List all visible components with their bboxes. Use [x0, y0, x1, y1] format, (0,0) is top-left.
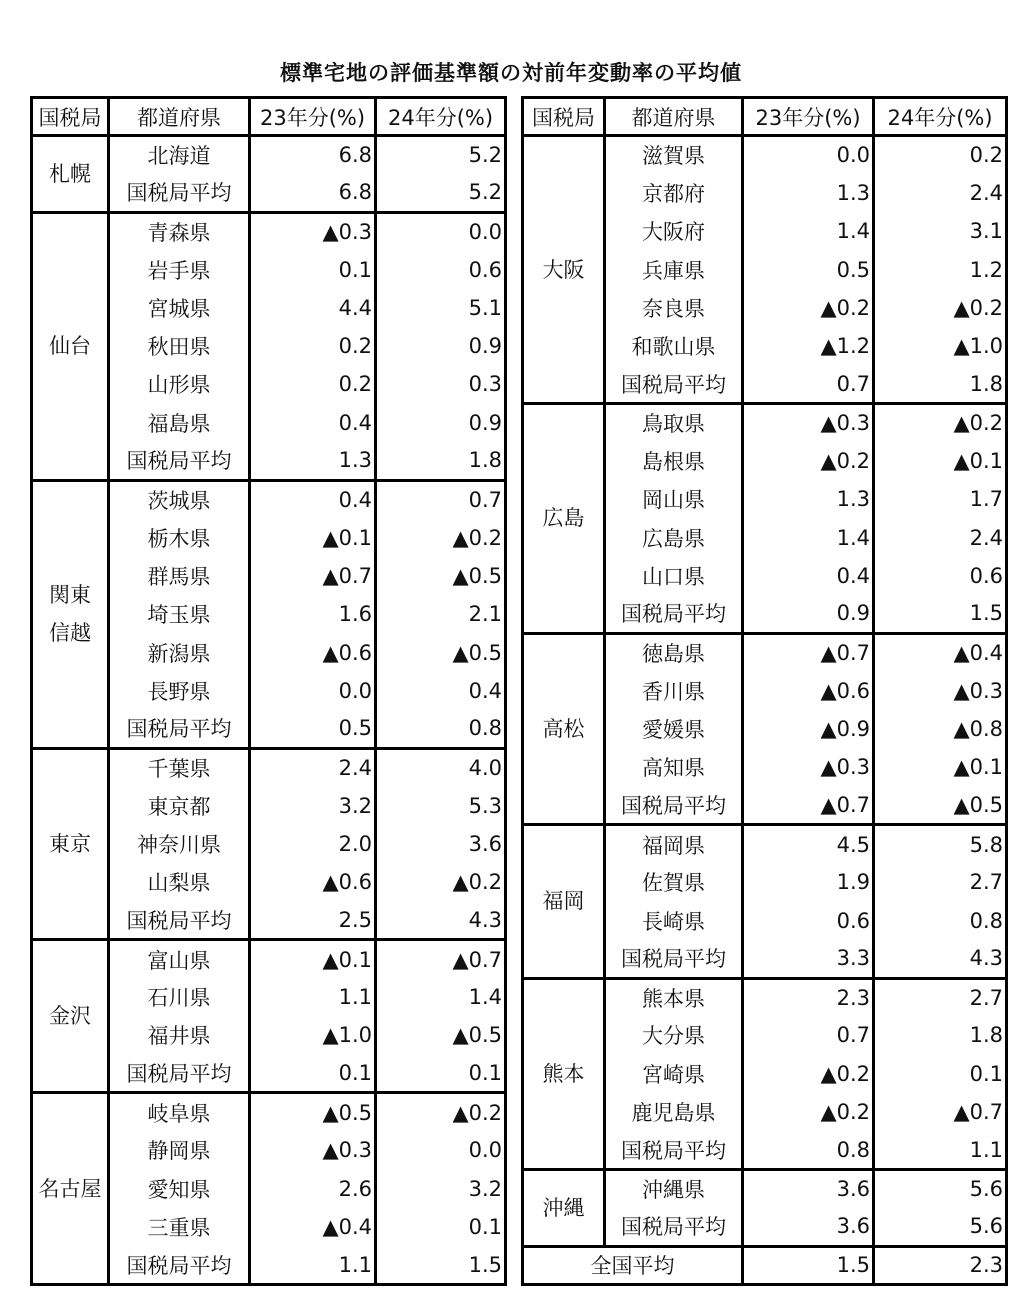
value-2024-cell: 0.1: [376, 1208, 506, 1246]
value-2023-cell: 1.3: [250, 442, 376, 480]
value-2023-cell: ▲0.2: [743, 1093, 874, 1131]
column-header: 24年分(%): [874, 98, 1007, 136]
prefecture-cell: 神奈川県: [109, 825, 250, 863]
value-2024-cell: 0.0: [376, 212, 506, 250]
bureau-name: 名古屋: [38, 1176, 102, 1201]
prefecture-cell: 岩手県: [109, 250, 250, 288]
bureau-name: 札幌: [49, 161, 91, 186]
value-2024-cell: 5.6: [874, 1170, 1007, 1208]
value-2024-cell: ▲0.5: [376, 1016, 506, 1054]
value-2023-cell: ▲0.6: [250, 863, 376, 901]
prefecture-cell: 静岡県: [109, 1131, 250, 1169]
value-2024-cell: 3.2: [376, 1170, 506, 1208]
table-row: [32, 940, 506, 978]
prefecture-cell: 国税局平均: [109, 1246, 250, 1284]
prefecture-cell: 東京都: [109, 787, 250, 825]
value-2024-cell: 1.8: [874, 1016, 1007, 1054]
left-table: [30, 96, 507, 1286]
value-2023-cell: 1.6: [250, 595, 376, 633]
value-2024-cell: 1.4: [376, 978, 506, 1016]
prefecture-cell: 大分県: [605, 1016, 743, 1054]
bureau-name: 福岡: [542, 889, 585, 914]
value-2023-cell: ▲0.7: [743, 633, 874, 671]
value-2024-cell: 1.1: [874, 1131, 1007, 1169]
value-2024-cell: 0.9: [376, 327, 506, 365]
right-table: [521, 96, 1008, 1286]
column-header: 都道府県: [109, 98, 250, 136]
value-2024-cell: ▲0.2: [874, 404, 1007, 442]
value-2023-cell: ▲0.2: [743, 1055, 874, 1093]
value-2023-cell: 0.2: [250, 327, 376, 365]
value-2024-cell: 4.3: [376, 901, 506, 939]
prefecture-cell: 三重県: [109, 1208, 250, 1246]
prefecture-cell: 京都府: [605, 174, 743, 212]
value-2024-cell: 1.5: [376, 1246, 506, 1284]
table-row: [523, 1170, 1007, 1208]
value-2023-cell: 0.8: [743, 1131, 874, 1169]
table-row: [32, 212, 506, 250]
value-2024-cell: ▲0.5: [874, 787, 1007, 825]
bureau-name: 高松: [542, 717, 585, 742]
prefecture-cell: 長野県: [109, 672, 250, 710]
header-row: [523, 98, 1007, 136]
prefecture-cell: 秋田県: [109, 327, 250, 365]
prefecture-cell: 国税局平均: [605, 787, 743, 825]
prefecture-cell: 国税局平均: [605, 940, 743, 978]
value-2024-cell: ▲0.3: [874, 672, 1007, 710]
prefecture-cell: 愛知県: [109, 1170, 250, 1208]
prefecture-cell: 国税局平均: [109, 442, 250, 480]
value-2024-cell: 0.9: [376, 404, 506, 442]
prefecture-cell: 国税局平均: [109, 174, 250, 212]
value-2024-cell: 0.6: [376, 250, 506, 288]
prefecture-cell: 福島県: [109, 404, 250, 442]
value-2024-cell: ▲1.0: [874, 327, 1007, 365]
value-2024-cell: 3.6: [376, 825, 506, 863]
table-row: [32, 480, 506, 518]
prefecture-cell: 山梨県: [109, 863, 250, 901]
prefecture-cell: 福井県: [109, 1016, 250, 1054]
prefecture-cell: 福岡県: [605, 825, 743, 863]
value-2023-cell: ▲0.7: [250, 557, 376, 595]
value-2023-cell: 0.1: [250, 1055, 376, 1093]
table-row: [523, 825, 1007, 863]
value-2023-cell: 1.1: [250, 1246, 376, 1284]
bureau-name: 沖縄: [542, 1195, 585, 1220]
value-2023-cell: 3.6: [743, 1170, 874, 1208]
value-2024-cell: 0.8: [874, 901, 1007, 939]
bureau-cell: [32, 940, 109, 1093]
prefecture-cell: 国税局平均: [605, 595, 743, 633]
value-2024-cell: 1.5: [874, 595, 1007, 633]
prefecture-cell: 岡山県: [605, 480, 743, 518]
value-2024-cell: 1.2: [874, 250, 1007, 288]
prefecture-cell: 熊本県: [605, 978, 743, 1016]
table-row: [32, 1093, 506, 1131]
bureau-cell: [523, 1170, 605, 1247]
bureau-cell: [523, 978, 605, 1169]
bureau-name: 金沢: [49, 1004, 91, 1029]
value-2024-cell: ▲0.1: [874, 442, 1007, 480]
value-2023-cell: 0.5: [250, 710, 376, 748]
value-2024-cell: 2.4: [874, 174, 1007, 212]
national-2024-value: 2.3: [874, 1246, 1007, 1284]
bureau-cell: [32, 212, 109, 480]
value-2023-cell: 2.4: [250, 748, 376, 786]
bureau-cell: [32, 136, 109, 213]
column-header: 23年分(%): [743, 98, 874, 136]
value-2023-cell: 1.3: [743, 480, 874, 518]
bureau-name: 仙台: [49, 334, 91, 359]
column-header: 23年分(%): [250, 98, 376, 136]
value-2024-cell: 1.8: [376, 442, 506, 480]
value-2024-cell: 0.0: [376, 1131, 506, 1169]
value-2024-cell: 2.7: [874, 863, 1007, 901]
prefecture-cell: 高知県: [605, 748, 743, 786]
value-2024-cell: 0.1: [376, 1055, 506, 1093]
prefecture-cell: 国税局平均: [605, 1208, 743, 1246]
value-2023-cell: ▲0.6: [743, 672, 874, 710]
value-2024-cell: 0.6: [874, 557, 1007, 595]
bureau-name: 大阪: [542, 257, 585, 282]
value-2023-cell: 6.8: [250, 136, 376, 174]
table-row: [523, 633, 1007, 671]
value-2023-cell: ▲0.5: [250, 1093, 376, 1131]
table-row: [32, 748, 506, 786]
prefecture-cell: 新潟県: [109, 633, 250, 671]
prefecture-cell: 宮城県: [109, 289, 250, 327]
prefecture-cell: 長崎県: [605, 901, 743, 939]
prefecture-cell: 沖縄県: [605, 1170, 743, 1208]
value-2023-cell: 1.9: [743, 863, 874, 901]
prefecture-cell: 岐阜県: [109, 1093, 250, 1131]
value-2023-cell: 0.4: [250, 480, 376, 518]
value-2023-cell: ▲0.9: [743, 710, 874, 748]
value-2024-cell: ▲0.2: [376, 863, 506, 901]
value-2024-cell: ▲0.8: [874, 710, 1007, 748]
prefecture-cell: 鳥取県: [605, 404, 743, 442]
prefecture-cell: 茨城県: [109, 480, 250, 518]
value-2023-cell: 3.6: [743, 1208, 874, 1246]
column-header: 国税局: [523, 98, 605, 136]
table-row: [523, 978, 1007, 1016]
value-2023-cell: ▲0.2: [743, 442, 874, 480]
value-2023-cell: 0.5: [743, 250, 874, 288]
prefecture-cell: 佐賀県: [605, 863, 743, 901]
prefecture-cell: 徳島県: [605, 633, 743, 671]
value-2023-cell: ▲0.3: [250, 212, 376, 250]
value-2024-cell: ▲0.2: [376, 1093, 506, 1131]
value-2024-cell: 4.0: [376, 748, 506, 786]
value-2023-cell: 2.0: [250, 825, 376, 863]
value-2024-cell: 1.7: [874, 480, 1007, 518]
value-2024-cell: 5.6: [874, 1208, 1007, 1246]
value-2023-cell: 0.7: [743, 1016, 874, 1054]
value-2023-cell: ▲1.0: [250, 1016, 376, 1054]
column-header: 都道府県: [605, 98, 743, 136]
value-2024-cell: 2.4: [874, 518, 1007, 556]
bureau-cell: [32, 480, 109, 748]
value-2024-cell: 0.1: [874, 1055, 1007, 1093]
value-2024-cell: 3.1: [874, 212, 1007, 250]
header-row: [32, 98, 506, 136]
value-2023-cell: 0.9: [743, 595, 874, 633]
prefecture-cell: 宮崎県: [605, 1055, 743, 1093]
prefecture-cell: 千葉県: [109, 748, 250, 786]
prefecture-cell: 富山県: [109, 940, 250, 978]
table-row: [32, 136, 506, 174]
value-2023-cell: ▲0.4: [250, 1208, 376, 1246]
value-2024-cell: 0.2: [874, 136, 1007, 174]
table-row: [523, 136, 1007, 174]
prefecture-cell: 国税局平均: [605, 365, 743, 403]
value-2024-cell: 4.3: [874, 940, 1007, 978]
prefecture-cell: 滋賀県: [605, 136, 743, 174]
value-2023-cell: 0.2: [250, 365, 376, 403]
value-2023-cell: ▲0.6: [250, 633, 376, 671]
value-2023-cell: 1.4: [743, 518, 874, 556]
value-2023-cell: 0.4: [743, 557, 874, 595]
value-2024-cell: 5.2: [376, 174, 506, 212]
value-2024-cell: 0.4: [376, 672, 506, 710]
value-2024-cell: ▲0.1: [874, 748, 1007, 786]
prefecture-cell: 埼玉県: [109, 595, 250, 633]
bureau-cell: [523, 825, 605, 978]
bureau-name: 関東 信越: [49, 583, 91, 646]
prefecture-cell: 群馬県: [109, 557, 250, 595]
value-2023-cell: 0.4: [250, 404, 376, 442]
value-2023-cell: ▲0.3: [743, 748, 874, 786]
value-2023-cell: ▲1.2: [743, 327, 874, 365]
value-2023-cell: 1.3: [743, 174, 874, 212]
prefecture-cell: 奈良県: [605, 289, 743, 327]
value-2024-cell: ▲0.4: [874, 633, 1007, 671]
national-average-label: 全国平均: [523, 1246, 743, 1284]
prefecture-cell: 山口県: [605, 557, 743, 595]
national-2023-value: 1.5: [743, 1246, 874, 1284]
bureau-cell: [523, 633, 605, 824]
prefecture-cell: 広島県: [605, 518, 743, 556]
prefecture-cell: 栃木県: [109, 518, 250, 556]
value-2023-cell: 0.7: [743, 365, 874, 403]
value-2023-cell: ▲0.1: [250, 940, 376, 978]
value-2023-cell: 0.0: [250, 672, 376, 710]
national-average-row: [523, 1246, 1007, 1284]
value-2024-cell: 5.3: [376, 787, 506, 825]
prefecture-cell: 山形県: [109, 365, 250, 403]
value-2023-cell: 0.0: [743, 136, 874, 174]
value-2024-cell: 5.8: [874, 825, 1007, 863]
prefecture-cell: 大阪府: [605, 212, 743, 250]
prefecture-cell: 国税局平均: [109, 1055, 250, 1093]
value-2023-cell: 2.6: [250, 1170, 376, 1208]
value-2024-cell: 5.1: [376, 289, 506, 327]
value-2024-cell: ▲0.7: [376, 940, 506, 978]
value-2023-cell: 1.1: [250, 978, 376, 1016]
value-2023-cell: 3.2: [250, 787, 376, 825]
bureau-cell: [32, 748, 109, 939]
prefecture-cell: 国税局平均: [109, 710, 250, 748]
value-2024-cell: ▲0.2: [874, 289, 1007, 327]
value-2023-cell: 4.4: [250, 289, 376, 327]
value-2024-cell: 5.2: [376, 136, 506, 174]
prefecture-cell: 青森県: [109, 212, 250, 250]
prefecture-cell: 兵庫県: [605, 250, 743, 288]
value-2023-cell: ▲0.1: [250, 518, 376, 556]
value-2024-cell: 2.1: [376, 595, 506, 633]
value-2024-cell: 0.7: [376, 480, 506, 518]
value-2024-cell: ▲0.7: [874, 1093, 1007, 1131]
column-header: 国税局: [32, 98, 109, 136]
value-2024-cell: 0.8: [376, 710, 506, 748]
bureau-cell: [523, 136, 605, 404]
prefecture-cell: 島根県: [605, 442, 743, 480]
value-2024-cell: ▲0.5: [376, 633, 506, 671]
bureau-name: 熊本: [542, 1061, 585, 1086]
page-title: 標準宅地の評価基準額の対前年変動率の平均値: [280, 61, 742, 85]
prefecture-cell: 愛媛県: [605, 710, 743, 748]
value-2023-cell: 2.5: [250, 901, 376, 939]
value-2023-cell: 4.5: [743, 825, 874, 863]
value-2023-cell: 6.8: [250, 174, 376, 212]
value-2023-cell: 1.4: [743, 212, 874, 250]
value-2023-cell: 0.1: [250, 250, 376, 288]
column-header: 24年分(%): [376, 98, 506, 136]
bureau-name: 東京: [49, 831, 91, 856]
value-2023-cell: 0.6: [743, 901, 874, 939]
prefecture-cell: 石川県: [109, 978, 250, 1016]
bureau-cell: [32, 1093, 109, 1284]
prefecture-cell: 和歌山県: [605, 327, 743, 365]
value-2024-cell: 1.8: [874, 365, 1007, 403]
value-2023-cell: 3.3: [743, 940, 874, 978]
value-2023-cell: ▲0.2: [743, 289, 874, 327]
prefecture-cell: 香川県: [605, 672, 743, 710]
value-2024-cell: 0.3: [376, 365, 506, 403]
value-2023-cell: ▲0.3: [743, 404, 874, 442]
table-row: [523, 404, 1007, 442]
prefecture-cell: 北海道: [109, 136, 250, 174]
value-2023-cell: ▲0.3: [250, 1131, 376, 1169]
prefecture-cell: 鹿児島県: [605, 1093, 743, 1131]
value-2024-cell: ▲0.2: [376, 518, 506, 556]
value-2024-cell: ▲0.5: [376, 557, 506, 595]
value-2023-cell: 2.3: [743, 978, 874, 1016]
value-2023-cell: ▲0.7: [743, 787, 874, 825]
prefecture-cell: 国税局平均: [109, 901, 250, 939]
value-2024-cell: 2.7: [874, 978, 1007, 1016]
bureau-cell: [523, 404, 605, 634]
bureau-name: 広島: [542, 506, 585, 531]
prefecture-cell: 国税局平均: [605, 1131, 743, 1169]
